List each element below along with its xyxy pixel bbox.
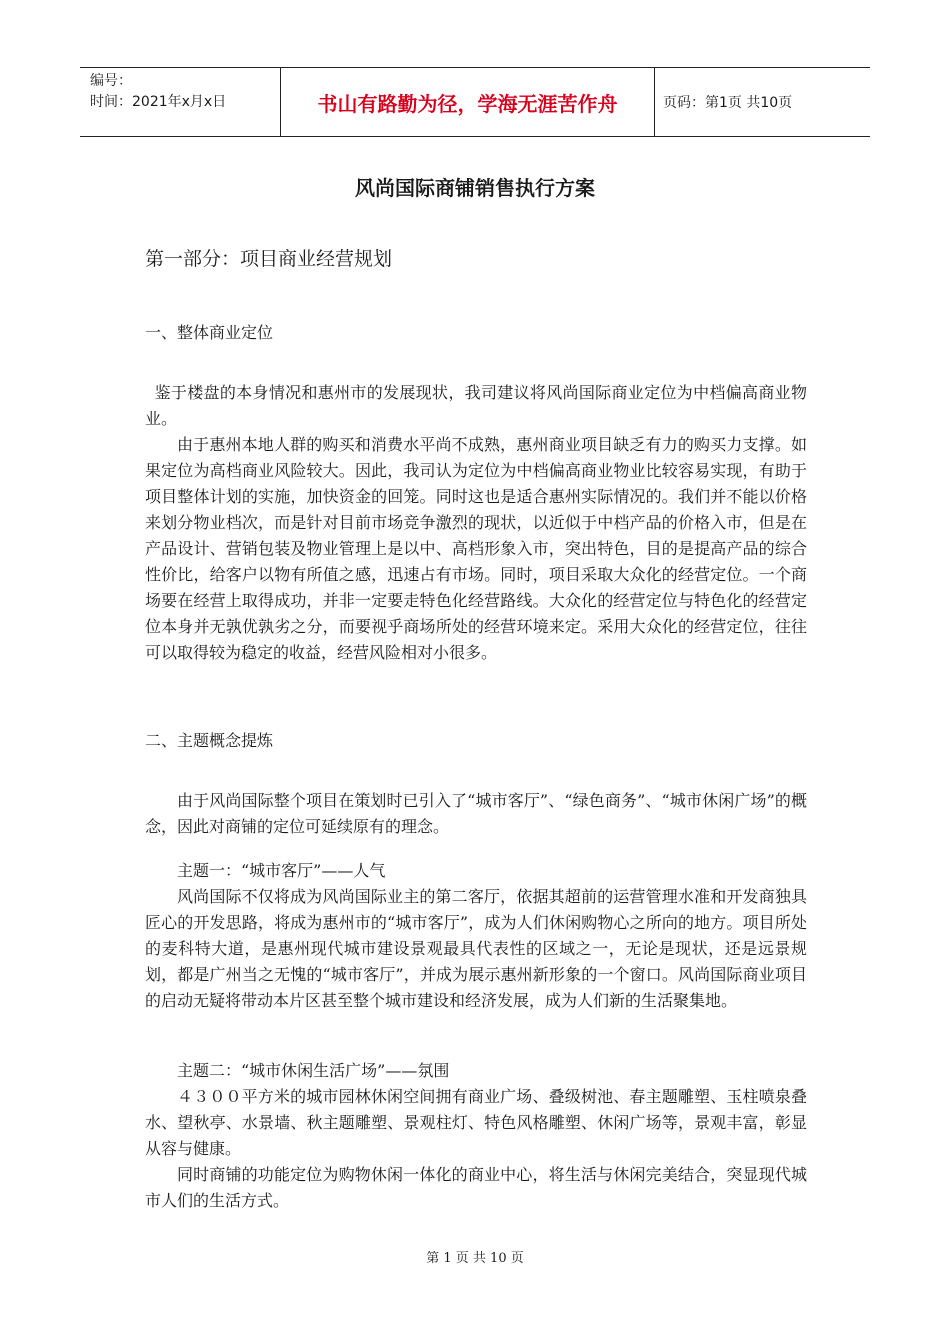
part-heading: 第一部分：项目商业经营规划 (145, 248, 393, 270)
section1-heading: 一、整体商业定位 (145, 323, 274, 342)
theme2-text-2: 同时商铺的功能定位为购物休闲一体化的商业中心，将生活与休闲完美结合，突显现代城市人们的生活方式。 (145, 1165, 807, 1210)
theme1-text: 风尚国际不仅将成为风尚国际业主的第二客厅，依据其超前的运营管理水准和开发商独具匠心的开发思路，将成为惠州市的“城市客厅”，成为人们休闲购物心之所向的地方。项目所处的麦科特大道，是惠州现代城市建设景观最具代表性的区域之一，无论是现状，还是远景规划，都是广州当之无愧的“城市客厅”，并成为展示惠州新形象的一个窗口。风尚国际商业项目的启动无疑将带动本片区甚至整个城市建设和经济发展，成为人们新的生活聚集地。 (145, 887, 807, 1010)
header-motto: 书山有路勤为径，学海无涯苦作舟 (280, 68, 655, 136)
section2-intro: 由于风尚国际整个项目在策划时已引入了“城市客厅”、“绿色商务”、“城市休闲广场”的概念，因此对商铺的定位可延续原有的理念。 (145, 791, 807, 836)
document-date-label: 时间：2021年x月x日 (90, 94, 227, 110)
page-footer: 第 1 页 共 10 页 (426, 1251, 524, 1266)
section1-paragraph-2: 由于惠州本地人群的购买和消费水平尚不成熟，惠州商业项目缺乏有力的购买力支撑。如果定位为高档商业风险较大。因此，我司认为定位为中档偏高商业物业比较容易实现，有助于项目整体计划的实施，加快资金的回笼。同时这也是适合惠州实际情况的。我们并不能以价格来划分物业档次，而是针对目前市场竞争激烈的现状，以近似于中档产品的价格入市，但是在产品设计、营销包装及物业管理上是以中、高档形象入市，突出特色，目的是提高产品的综合性价比，给客户以物有所值之感，迅速占有市场。同时，项目采取大众化的经营定位。一个商场要在经营上取得成功，并非一定要走特色化经营路线。大众化的经营定位与特色化的经营定位本身并无孰优孰劣之分，而要视乎商场所处的经营环境来定。采用大众化的经营定位，往往可以取得较为稳定的收益，经营风险相对小很多。 (145, 435, 807, 662)
section1-paragraph-1: 鉴于楼盘的本身情况和惠州市的发展现状，我司建议将风尚国际商业定位为中档偏高商业物业。 (145, 383, 807, 428)
section2-heading: 二、主题概念提炼 (145, 731, 274, 750)
document-number-label: 编号： (90, 73, 132, 89)
header-left-cell (80, 68, 280, 136)
theme2-text: ４３００平方米的城市园林休闲空间拥有商业广场、叠级树池、春主题雕塑、玉柱喷泉叠水、望秋亭、水景墙、秋主题雕塑、景观柱灯、特色风格雕塑、休闲广场等，景观丰富，彰显从容与健康。 (145, 1087, 807, 1158)
theme2-title: 主题二：“城市休闲生活广场”——氛围 (177, 1061, 450, 1080)
header-table (80, 67, 870, 137)
header-page-info: 页码：第1页 共10页 (663, 95, 793, 111)
document-title: 风尚国际商铺销售执行方案 (355, 176, 595, 200)
theme1-title: 主题一：“城市客厅”——人气 (177, 861, 386, 880)
